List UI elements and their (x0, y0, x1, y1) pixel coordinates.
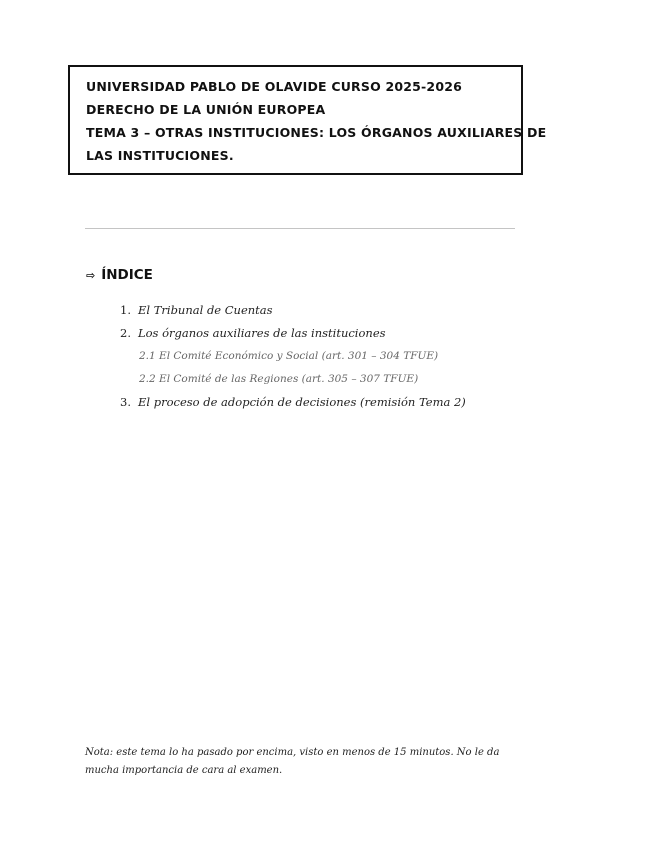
note-line-1: Nota: este tema lo ha pasado por encima, visto en menos de 15 minutos. No le da (85, 747, 500, 758)
note (85, 744, 505, 780)
arrow-icon: ⇨ (86, 269, 96, 282)
university-course-line: UNIVERSIDAD PABLO DE OLAVIDE CURSO 2025-2026 (86, 79, 463, 94)
subject-line: DERECHO DE LA UNIÓN EUROPEA (86, 102, 326, 117)
index-item-text: El Tribunal de Cuentas (138, 303, 273, 317)
index-item-text: El proceso de adopción de decisiones (remisión Tema 2) (138, 395, 466, 409)
index-subitem-text: 2.1 El Comité Económico y Social (art. 301 – 304 TFUE) (139, 350, 439, 362)
index-item-1 (120, 303, 273, 317)
divider (85, 228, 515, 229)
index-subitem-2-2 (139, 373, 418, 385)
note-line-2: mucha importancia de cara al examen. (85, 765, 283, 776)
index-title: ÍNDICE (101, 267, 153, 283)
index-item-2 (120, 326, 386, 340)
index-heading (86, 267, 153, 283)
topic-title-line-continued: LAS INSTITUCIONES. (86, 148, 234, 163)
index-item-number: 2. (120, 326, 131, 340)
index-item-number: 1. (120, 303, 131, 317)
header-box (68, 65, 547, 175)
index-item-number: 3. (120, 395, 131, 409)
index-subitem-2-1 (139, 350, 438, 362)
index-subitem-text: 2.2 El Comité de las Regiones (art. 305 – 307 TFUE) (139, 373, 419, 385)
index-item-text: Los órganos auxiliares de las instituciones (138, 326, 386, 340)
topic-title-line: TEMA 3 – OTRAS INSTITUCIONES: LOS ÓRGANOS AUXILIARES DE (86, 125, 547, 140)
index-item-3 (120, 395, 466, 409)
